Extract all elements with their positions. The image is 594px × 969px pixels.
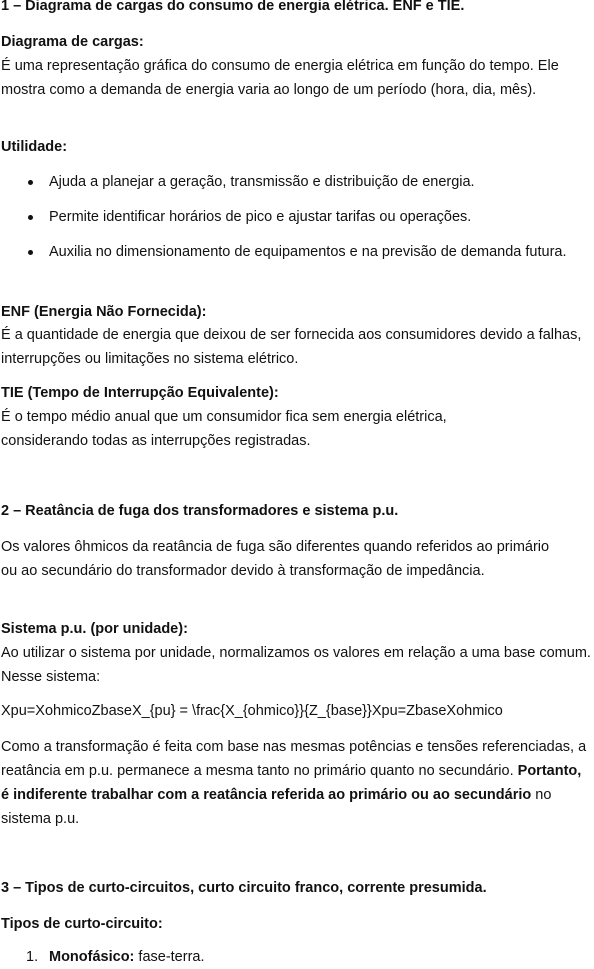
pu-conclusion-normal: Como a transformação é feita com base nas mesmas potências e tensões referenciadas, a reatância em p.u. permanece a mesma tanto no primário quanto no secundário. [1, 739, 587, 779]
short-circuit-types-list [0, 945, 592, 969]
short-circuit-types-heading: Tipos de curto-circuito: [1, 916, 163, 932]
section-1-title: 1 – Diagrama de cargas do consumo de energia elétrica. ENF e TIE. [1, 0, 465, 14]
section-3-title: 3 – Tipos de curto-circuitos, curto circuito franco, corrente presumida. [1, 880, 487, 896]
list-item-text: fase-terra. [134, 949, 205, 965]
tie-heading: TIE (Tempo de Interrupção Equivalente): [1, 385, 279, 401]
utility-list [0, 170, 592, 264]
pu-formula: Xpu=XohmicoZbaseX_{pu} = \frac{X_{ohmico}}{Z_{base}}Xpu=ZbaseXohmico [1, 703, 503, 719]
list-item: Permite identificar horários de pico e ajustar tarifas ou operações. [0, 205, 592, 229]
pu-system-heading: Sistema p.u. (por unidade): [1, 621, 188, 637]
list-item-label: Monofásico: [49, 949, 135, 965]
list-number: 1. [26, 949, 39, 965]
enf-text: É a quantidade de energia que deixou de ser fornecida aos consumidores devido a falhas, interrupções ou limitações no sistema elétrico. [1, 327, 582, 367]
enf-heading: ENF (Energia Não Fornecida): [1, 304, 207, 320]
pu-conclusion-bold: Portanto, é indiferente trabalhar com a reatância referida ao primário ou ao secundário [1, 763, 582, 803]
pu-conclusion-end: no sistema p.u. [1, 787, 552, 827]
pu-system-text: Ao utilizar o sistema por unidade, normalizamos os valores em relação a uma base comum. Nesse sistema: [1, 645, 591, 685]
list-item: Auxilia no dimensionamento de equipamentos e na previsão de demanda futura. [0, 240, 589, 264]
tie-text: É o tempo médio anual que um consumidor fica sem energia elétrica, considerando todas as interrupções registradas. [1, 409, 447, 449]
load-diagram-heading: Diagrama de cargas: [1, 34, 144, 50]
pu-conclusion-text [1, 735, 593, 831]
list-item [0, 945, 592, 969]
leakage-reactance-text: Os valores ôhmicos da reatância de fuga são diferentes quando referidos ao primário ou ao secundário do transformador devido à transformação de impedância. [1, 539, 550, 579]
list-item: Ajuda a planejar a geração, transmissão e distribuição de energia. [0, 170, 592, 194]
section-2-title: 2 – Reatância de fuga dos transformadores e sistema p.u. [1, 503, 399, 519]
utility-heading: Utilidade: [1, 139, 68, 155]
load-diagram-text: É uma representação gráfica do consumo de energia elétrica em função do tempo. Ele mostra como a demanda de energia varia ao longo de um período (hora, dia, mês). [1, 58, 559, 98]
